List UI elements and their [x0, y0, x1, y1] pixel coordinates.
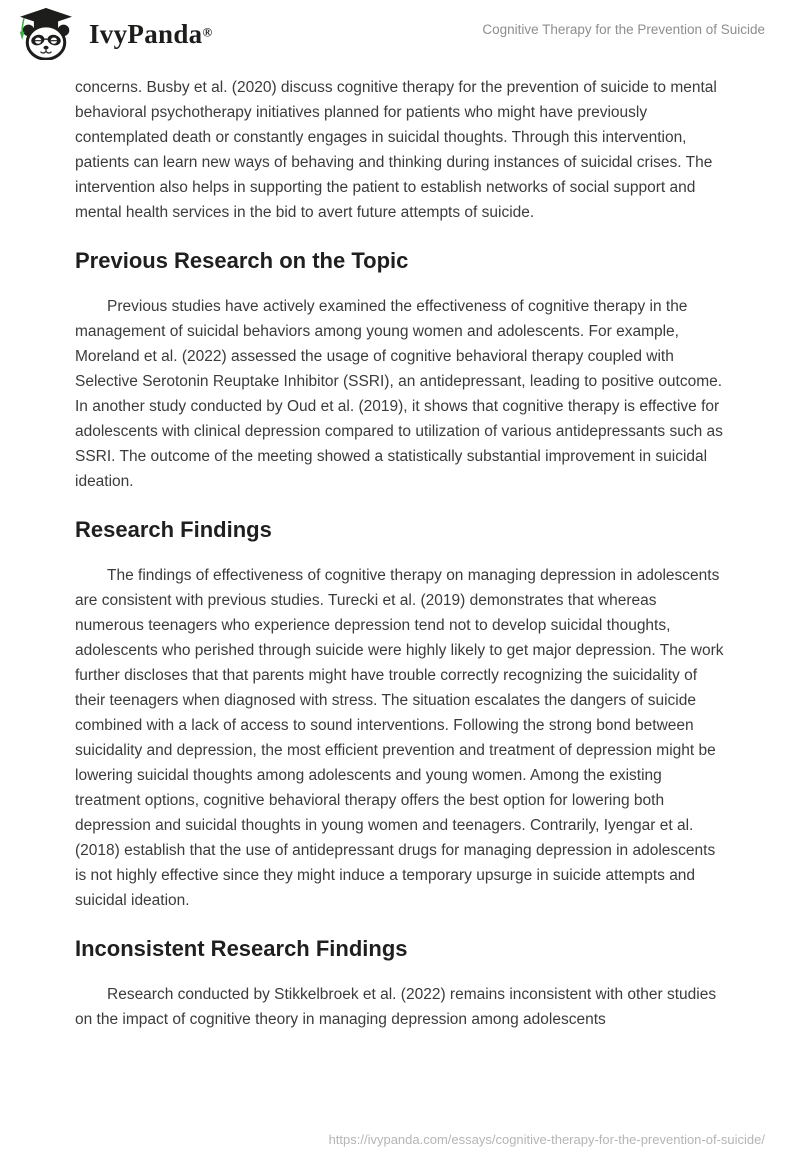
section-heading-inconsistent-findings: Inconsistent Research Findings [75, 936, 408, 961]
section-heading-research-findings: Research Findings [75, 517, 272, 542]
page-header [0, 0, 800, 64]
brand-logo [12, 8, 212, 60]
ivypanda-panda-icon [12, 8, 80, 60]
document-body [0, 64, 800, 1032]
registered-mark: ® [202, 24, 213, 40]
paragraph-intro-continuation: concerns. Busby et al. (2020) discuss cognitive therapy for the prevention of suicide to mental behavioral psychotherapy initiatives planned for patients who might have previously contemplated death or constantly engages in suicidal thoughts. Through this intervention, patients can learn new ways of behaving and thinking during instances of suicidal crises. The intervention also helps in supporting the patient to establish networks of social support and mental health services in the bid to avert future attempts of suicide. [75, 79, 717, 221]
section-heading-previous-research: Previous Research on the Topic [75, 248, 409, 273]
document-title: Cognitive Therapy for the Prevention of Suicide [482, 22, 765, 37]
source-url-link[interactable]: https://ivypanda.com/essays/cognitive-therapy-for-the-prevention-of-suicide/ [328, 1132, 765, 1147]
paragraph-research-findings: The findings of effectiveness of cognitive therapy on managing depression in adolescents are consistent with previous studies. Turecki et al. (2019) demonstrates that whereas numerous teenagers who experience depression tend not to develop suicidal thoughts, adolescents who perished through suicide were highly likely to get major depression. The work further discloses that that parents might have trouble correctly recognizing the suicidality of their teenagers when diagnosed with stress. The situation escalates the dangers of suicide combined with a lack of access to sound interventions. Following the strong bond between suicidality and depression, the most efficient prevention and treatment of depression might be lowering suicidal thoughts among adolescents and young women. Among the existing treatment options, cognitive behavioral therapy offers the best option for lowering both depression and suicidal thoughts in young women and teenagers. Contrarily, Iyengar et al. (2018) establish that the use of antidepressant drugs for managing depression in adolescents is not highly effective since they might induce a temporary upsurge in suicide attempts and suicidal ideation. [75, 567, 724, 909]
paragraph-inconsistent-findings: Research conducted by Stikkelbroek et al. (2022) remains inconsistent with other studies on the impact of cognitive theory in managing depression among adolescents [75, 986, 717, 1028]
brand-name: IvyPanda® [89, 18, 213, 49]
paragraph-previous-research: Previous studies have actively examined the effectiveness of cognitive therapy in the management of suicidal behaviors among young women and adolescents. For example, Moreland et al. (2022) assessed the usage of cognitive behavioral therapy coupled with Selective Serotonin Reuptake Inhibitor (SSRI), an antidepressant, leading to positive outcome. In another study conducted by Oud et al. (2019), it shows that cognitive therapy is effective for adolescents with clinical depression compared to utilization of various antidepressants such as SSRI. The outcome of the meeting showed a statistically substantial improvement in suicidal ideation. [75, 298, 723, 490]
